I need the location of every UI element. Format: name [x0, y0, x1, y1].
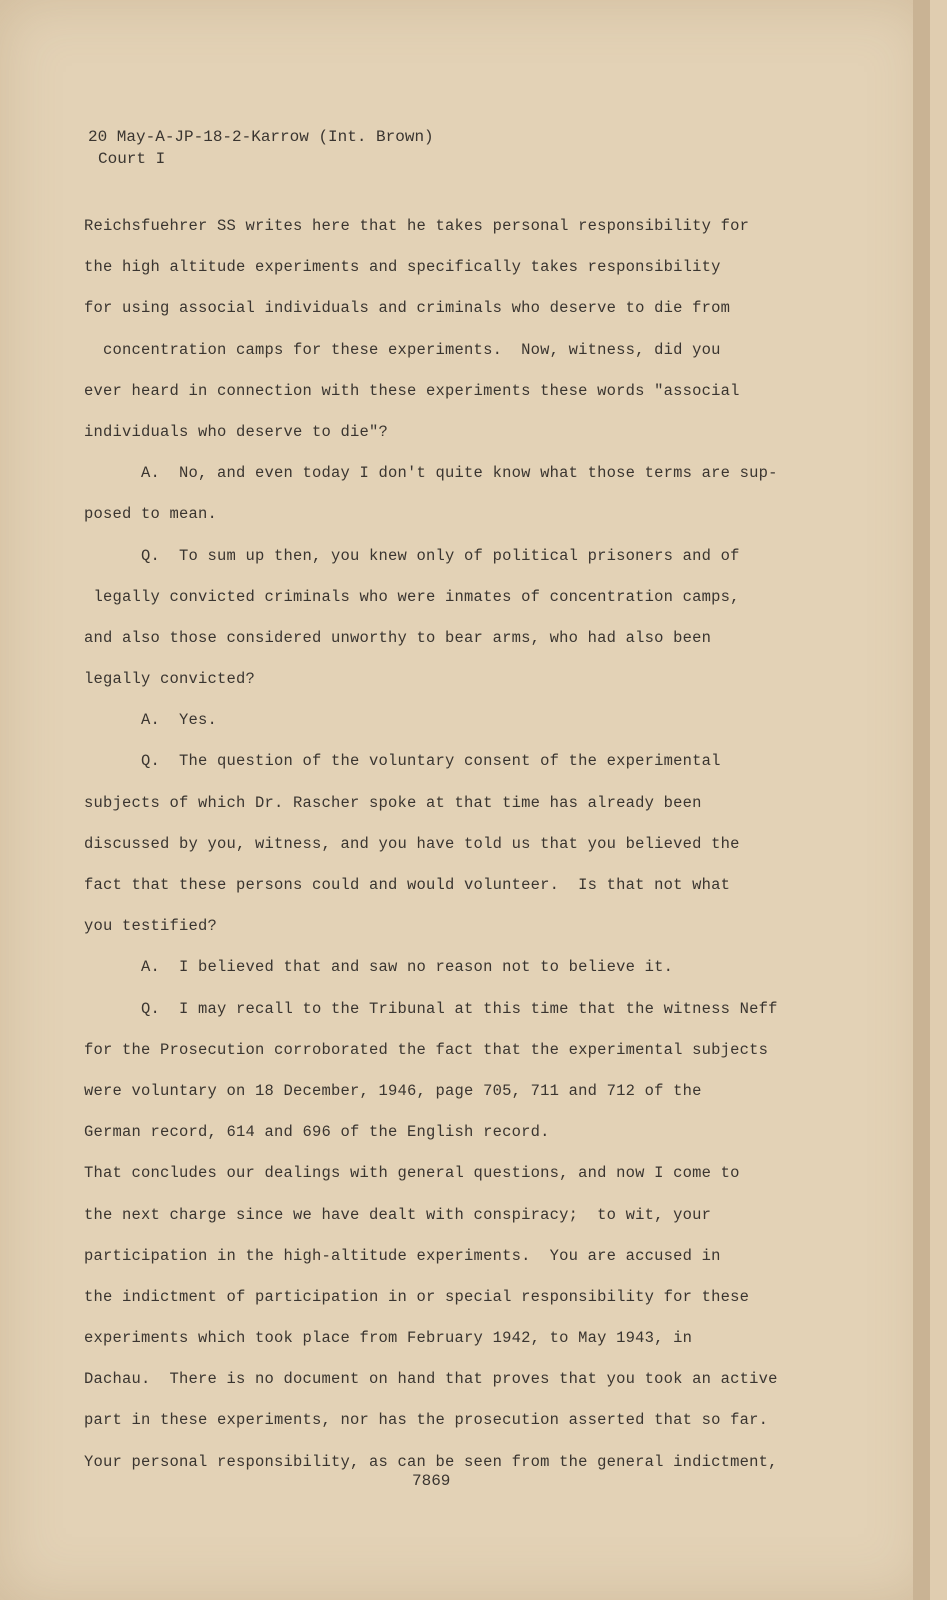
- transcript-line: A. Yes.: [84, 711, 218, 730]
- transcript-line: Your personal responsibility, as can be seen from the general indictment,: [84, 1452, 778, 1471]
- transcript-line: individuals who deserve to die"?: [84, 422, 389, 441]
- transcript-line: and also those considered unworthy to bear arms, who had also been: [84, 628, 712, 647]
- header-line-1: 20 May-A-JP-18-2-Karrow (Int. Brown): [88, 128, 434, 146]
- page-edge: [913, 0, 930, 1600]
- transcript-line: ever heard in connection with these experiments these words "associal: [84, 381, 740, 400]
- transcript-line: the next charge since we have dealt with conspiracy; to wit, your: [84, 1205, 712, 1224]
- transcript-line: A. I believed that and saw no reason not to believe it.: [84, 958, 674, 977]
- transcript-body: [84, 206, 844, 1483]
- transcript-line: legally convicted?: [84, 670, 256, 689]
- transcript-line: the high altitude experiments and specifically takes responsibility: [84, 258, 721, 277]
- transcript-line: the indictment of participation in or special responsibility for these: [84, 1287, 750, 1306]
- transcript-line: fact that these persons could and would volunteer. Is that not what: [84, 876, 731, 894]
- transcript-line: were voluntary on 18 December, 1946, page 705, 711 and 712 of the: [84, 1081, 702, 1100]
- transcript-line: discussed by you, witness, and you have told us that you believed the: [84, 834, 740, 853]
- transcript-line: Q. The question of the voluntary consent of the experimental: [84, 752, 721, 771]
- transcript-line: Reichsfuehrer SS writes here that he takes personal responsibility for: [84, 217, 750, 235]
- transcript-line: experiments which took place from February 1942, to May 1943, in: [84, 1329, 693, 1348]
- transcript-line: posed to mean.: [84, 505, 218, 524]
- transcript-line: you testified?: [84, 917, 218, 936]
- transcript-line: subjects of which Dr. Rascher spoke at that time has already been: [84, 793, 702, 812]
- transcript-line: part in these experiments, nor has the prosecution asserted that so far.: [84, 1411, 769, 1430]
- transcript-line: legally convicted criminals who were inmates of concentration camps,: [84, 587, 740, 606]
- transcript-line: Q. I may recall to the Tribunal at this time that the witness Neff: [84, 999, 778, 1018]
- header-line-2: Court I: [98, 150, 166, 168]
- transcript-line: German record, 614 and 696 of the English record.: [84, 1123, 550, 1142]
- transcript-line: participation in the high-altitude experiments. You are accused in: [84, 1246, 721, 1265]
- page-number: 7869: [412, 1472, 451, 1490]
- transcript-line: Dachau. There is no document on hand that proves that you took an active: [84, 1370, 778, 1389]
- transcript-line: A. No, and even today I don't quite know what those terms are sup-: [84, 464, 778, 483]
- transcript-line: for the Prosecution corroborated the fact that the experimental subjects: [84, 1040, 769, 1059]
- transcript-line: That concludes our dealings with general questions, and now I come to: [84, 1164, 740, 1183]
- transcript-line: Q. To sum up then, you knew only of political prisoners and of: [84, 546, 740, 565]
- transcript-line: for using associal individuals and criminals who deserve to die from: [84, 299, 731, 318]
- transcript-line: concentration camps for these experiments. Now, witness, did you: [84, 340, 721, 359]
- document-header: [88, 126, 434, 170]
